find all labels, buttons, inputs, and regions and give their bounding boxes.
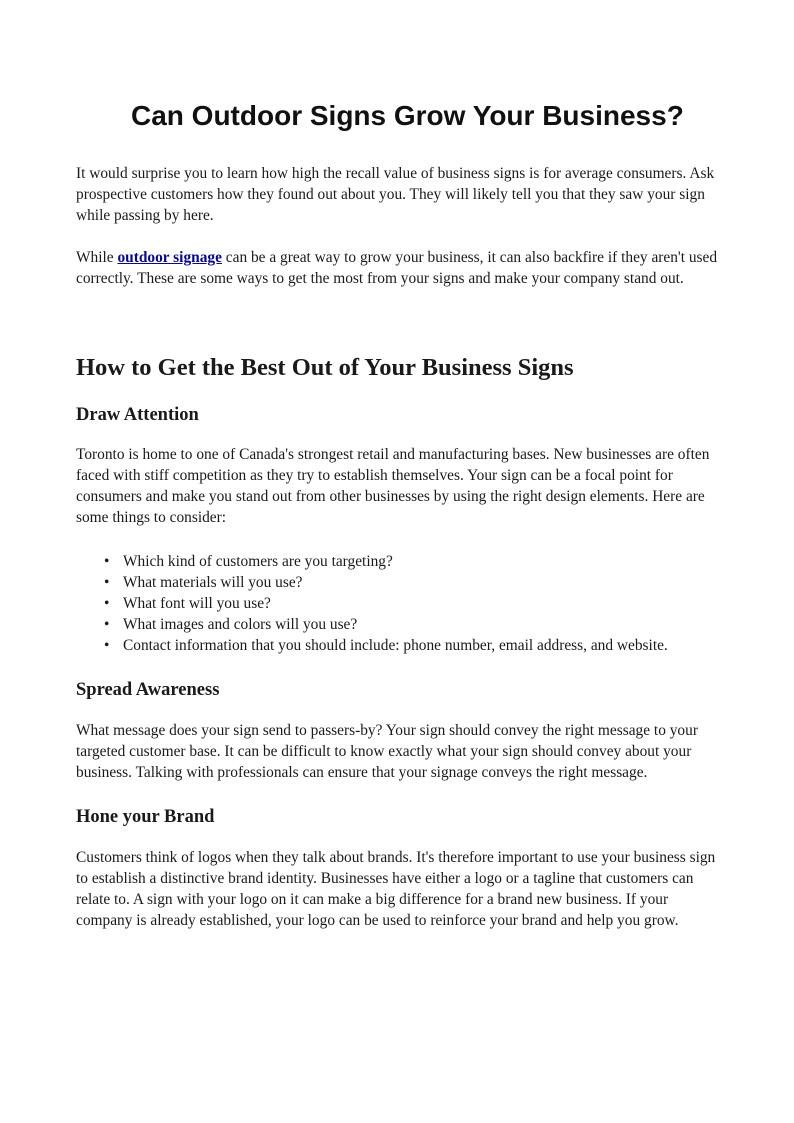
hone-brand-heading: Hone your Brand (76, 807, 215, 827)
section-heading: How to Get the Best Out of Your Business Signs (76, 354, 574, 381)
draw-attention-paragraph: Toronto is home to one of Canada's strongest retail and manufacturing bases. New businesses are often faced with stiff competition as they try to establish themselves. Your sign can be a focal point for consumers and make you stand out from other businesses by using the right design elements. Here are some things to consider: (76, 446, 710, 526)
bullet-icon: • (104, 574, 110, 591)
list-item (76, 593, 718, 614)
list-item-text: What materials will you use? (123, 574, 303, 591)
bullet-icon: • (104, 616, 110, 633)
intro-paragraph: It would surprise you to learn how high the recall value of business signs is for average consumers. Ask prospective customers how they found out about you. They will likely tell you that they saw your sign while passing by here. (76, 165, 715, 224)
bullet-icon: • (104, 637, 110, 654)
list-item (76, 551, 718, 572)
list-item-text: What font will you use? (123, 595, 271, 612)
spread-awareness-paragraph: What message does your sign send to passers-by? Your sign should convey the right message to your targeted customer base. It can be difficult to know exactly what your sign should convey about your business. Talking with professionals can ensure that your signage conveys the right message. (76, 722, 698, 781)
list-item-text: What images and colors will you use? (123, 616, 358, 633)
signage-paragraph (76, 247, 718, 289)
signage-paragraph-rest: can be a great way to grow your business, it can also backfire if they aren't used correctly. These are some ways to get the most from your signs and make your company stand out. (76, 249, 718, 287)
list-item (76, 572, 718, 593)
list-item-text: Contact information that you should include: phone number, email address, and website. (123, 637, 668, 654)
list-item (76, 614, 718, 635)
outdoor-signage-link[interactable]: outdoor signage (117, 249, 222, 266)
signage-paragraph-lead: While (76, 249, 118, 266)
hone-brand-paragraph: Customers think of logos when they talk about brands. It's therefore important to use your business sign to establish a distinctive brand identity. Businesses have either a logo or a tagline that customers can relate to. A sign with your logo on it can make a big difference for a brand new business. If your company is already established, your logo can be used to reinforce your brand and help you grow. (76, 849, 716, 929)
spread-awareness-heading: Spread Awareness (76, 680, 220, 700)
list-item (76, 635, 718, 656)
page-title: Can Outdoor Signs Grow Your Business? (131, 100, 684, 131)
draw-attention-heading: Draw Attention (76, 405, 199, 425)
list-item-text: Which kind of customers are you targeting? (123, 553, 393, 570)
considerations-list (76, 551, 718, 656)
bullet-icon: • (104, 553, 110, 570)
bullet-icon: • (104, 595, 110, 612)
